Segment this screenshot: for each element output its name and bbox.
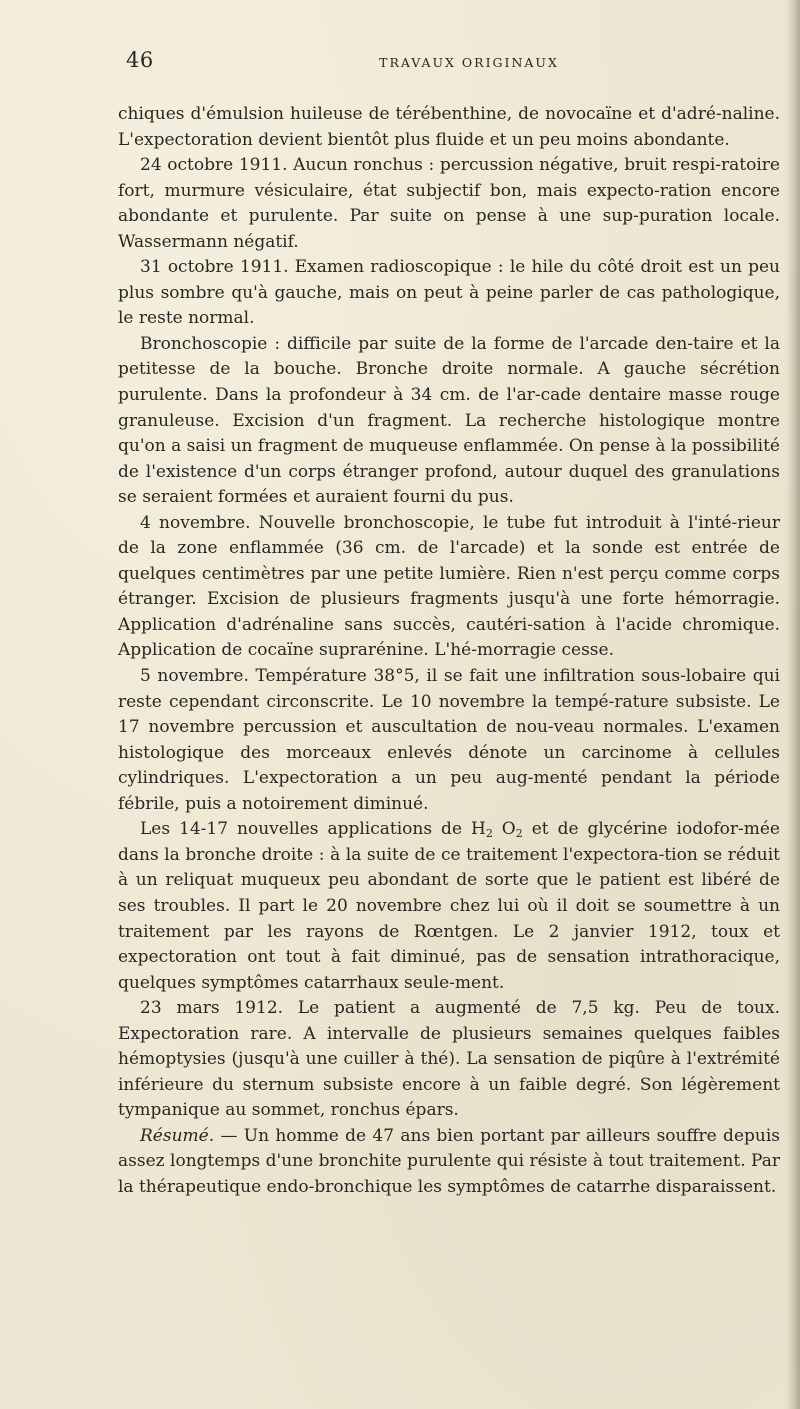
- paragraph: 31 octobre 1911. Examen radioscopique : le hile du côté droit est un peu plus sombre qu'à gauche, mais on peut à peine parler de cas pathologique, le reste normal.: [118, 257, 780, 329]
- resume-text: — Un homme de 47 ans bien portant par ailleurs souffre depuis assez longtemps d'une bronchite purulente qui résiste à tout traitement. Par la thérapeutique endo-bronchique les symptômes de catarrhe disparaissent.: [118, 1125, 780, 1197]
- text-run: O: [492, 819, 516, 840]
- page-edge-shadow: [786, 0, 800, 1409]
- paragraph: 23 mars 1912. Le patient a augmenté de 7,5 kg. Peu de toux. Expectoration rare. A intervalle de plusieurs semaines quelques faibles hémoptysies (jusqu'à une cuiller à thé). La sensation de piqûre à l'extrémité inférieure du sternum subsiste encore à un faible degré. Son légèrement tympanique au sommet, ronchus épars.: [118, 998, 780, 1121]
- page-number: 46: [126, 48, 154, 72]
- text-run: Les 14-17 nouvelles applications de H: [140, 819, 486, 840]
- resume-label: Résumé.: [140, 1125, 215, 1146]
- paragraph-treatment: [118, 817, 780, 996]
- paragraph: 24 octobre 1911. Aucun ronchus : percussion négative, bruit respi-ratoire fort, murmure vésiculaire, état subjectif bon, mais expecto-ration encore abondante et purulente. Par suite on pense à une sup-puration locale. Wassermann négatif.: [118, 155, 780, 252]
- subscript: 2: [485, 827, 493, 841]
- paragraph: 4 novembre. Nouvelle bronchoscopie, le tube fut introduit à l'inté-rieur de la zone enflammée (36 cm. de l'arcade) et la sonde est entrée de quelques centimètres par une petite lumière. Rien n'est perçu comme corps étranger. Excision de plusieurs fragments jusqu'à une forte hémorragie. Application d'adrénaline sans succès, cautéri-sation à l'acide chromique. Application de cocaïne suprarénine. L'hé-morragie cesse.: [118, 512, 780, 661]
- paragraph: 5 novembre. Température 38°5, il se fait une infiltration sous-lobaire qui reste cependant circonscrite. Le 10 novembre la tempé-rature subsiste. Le 17 novembre percussion et auscultation de nou-veau normales. L'examen histologique des morceaux enlevés dénote un carcinome à cellules cylindriques. L'expectoration a un peu aug-menté pendant la période fébrile, puis a notoirement diminué.: [118, 666, 780, 814]
- subscript: 2: [515, 827, 523, 841]
- document-page: [118, 48, 780, 1201]
- paragraph: Bronchoscopie : difficile par suite de la forme de l'arcade den-taire et la petitesse de la bouche. Bronche droite normale. A gauche sécrétion purulente. Dans la profondeur à 34 cm. de l'ar-cade dentaire masse rouge granuleuse. Excision d'un fragment. La recherche histologique montre qu'on a saisi un fragment de muqueuse enflammée. On pense à la possibilité de l'existence d'un corps étranger profond, autour duquel des granulations se seraient formées et auraient fourni du pus.: [118, 333, 780, 508]
- running-title: TRAVAUX ORIGINAUX: [379, 55, 559, 70]
- running-head: [118, 48, 780, 82]
- paragraph: chiques d'émulsion huileuse de térébenthine, de novocaïne et d'adré-naline. L'expectoration devient bientôt plus fluide et un peu moins abondante.: [118, 104, 780, 150]
- paragraph-resume: [118, 1124, 780, 1201]
- text-run: et de glycérine iodofor-mée dans la bronche droite : à la suite de ce traitement l'expectora-tion se réduit à un reliquat muqueux peu abondant de sorte que le patient est libéré de ses troubles. Il part le 20 novembre chez lui où il doit se soumettre à un traitement par les rayons de Rœntgen. Le 2 janvier 1912, toux et expectoration ont tout à fait diminué, pas de sensation intrathoracique, quelques symptômes catarrhaux seule-ment.: [118, 819, 780, 993]
- body-text: [118, 102, 780, 1201]
